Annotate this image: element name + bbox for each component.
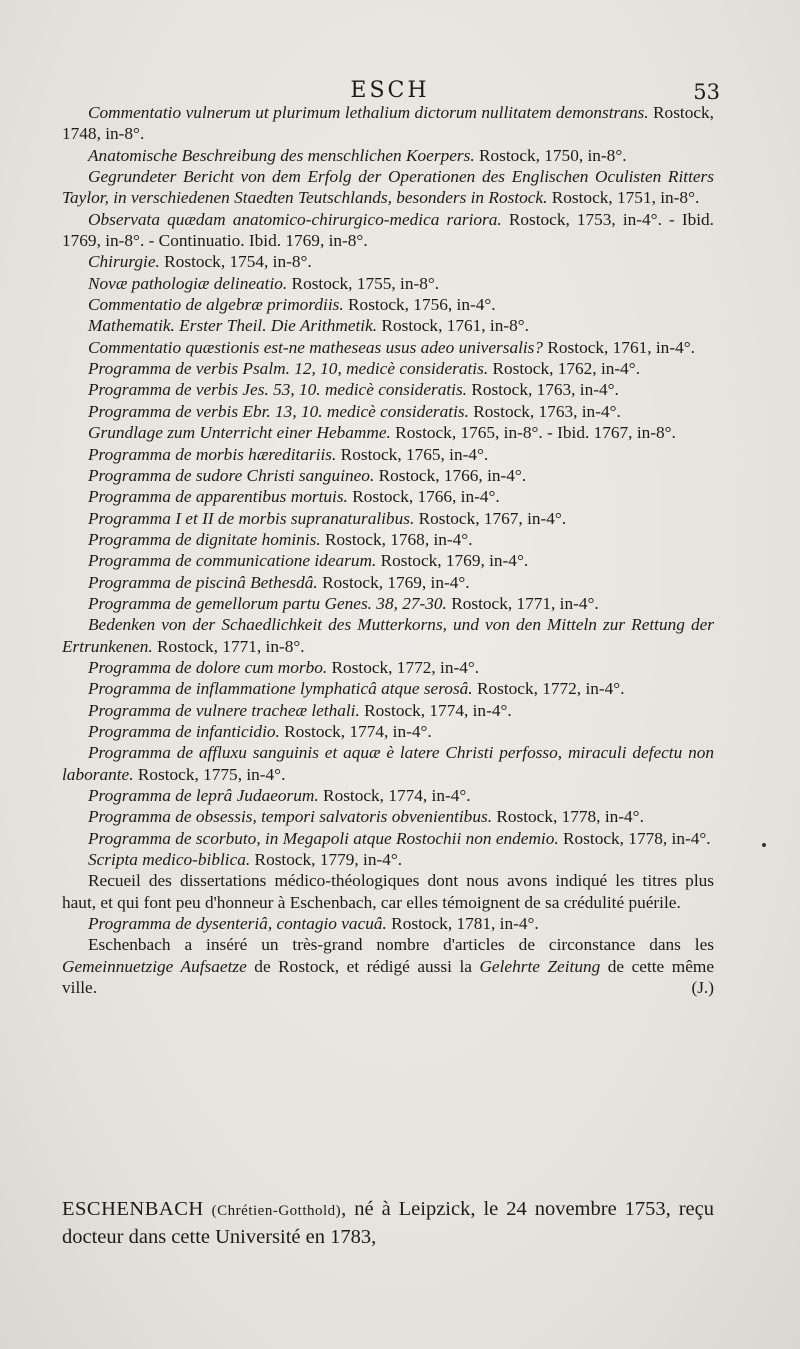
bibliography-entry — [62, 529, 714, 550]
entry-publication: Rostock, 1750, in-8°. — [474, 145, 627, 165]
entry-title: Programma de dignitate hominis. — [88, 529, 321, 549]
bibliography-entry — [62, 294, 714, 315]
periodical-title: Gelehrte Zeitung — [479, 956, 601, 976]
entry-title: Grundlage zum Unterricht einer Hebamme. — [88, 423, 391, 443]
entry-title: Programma de scorbuto, in Megapoli atque Rostochii non endemio. — [88, 828, 559, 848]
biography-given-names: (Chrétien-Gotthold) — [211, 1203, 342, 1219]
entry-publication: Rostock, 1775, in-4°. — [133, 764, 286, 784]
entry-title: Chirurgie. — [88, 252, 160, 272]
periodical-title: Gemeinnuetzige Aufsaetze — [62, 956, 247, 976]
entry-title: Programma de gemellorum partu Genes. 38, 27-30. — [88, 593, 447, 613]
bibliography-entry — [62, 486, 714, 507]
closing-text: Eschenbach a inséré un très-grand nombre d'articles de circonstance dans les — [88, 935, 714, 955]
entry-publication: Rostock, 1774, in-4°. — [359, 700, 512, 720]
entry-publication: Rostock, 1779, in-4°. — [250, 850, 403, 870]
entry-publication: Rostock, 1767, in-4°. — [414, 508, 567, 528]
bibliography-entry — [62, 422, 714, 443]
entry-title: Novæ pathologiæ delineatio. — [88, 273, 288, 293]
bibliography-entry — [62, 614, 714, 657]
entry-publication: Rostock, 1769, in-4°. — [317, 572, 470, 592]
entry-title: Programma de morbis hæreditariis. — [88, 444, 337, 464]
entry-title: Bedenken von der Schaedlichkeit des Mutterkorns, und von den Mitteln zur Rettung der Ertrunkenen. — [62, 615, 714, 656]
entry-publication: Rostock, 1781, in-4°. — [386, 914, 539, 934]
entry-title: Commentatio de algebræ primordiis. — [88, 295, 344, 315]
entry-publication: Recueil des dissertations médico-théologiques dont nous avons indiqué les titres plus haut, et qui font peu d'honneur à Eschenbach, car elles témoignent de sa crédulité puérile. — [62, 871, 714, 912]
bibliography-entry — [62, 572, 714, 593]
entry-publication: Rostock, 1763, in-4°. — [468, 401, 621, 421]
entry-publication: Rostock, 1754, in-8°. — [159, 252, 312, 272]
entry-publication: Rostock, 1756, in-4°. — [343, 295, 496, 315]
bibliography-entry — [62, 102, 714, 145]
entry-publication: Rostock, 1766, in-4°. — [347, 487, 500, 507]
entry-publication: Rostock, 1748, in-8°. — [62, 103, 714, 144]
entry-title: Observata quædam anatomico-chirurgico-medica rariora. — [88, 209, 502, 229]
bibliography-entry — [62, 508, 714, 529]
bibliography-entry — [62, 251, 714, 272]
page-number: 53 — [693, 80, 720, 104]
bibliography-entry — [62, 166, 714, 209]
entry-title: Programma de leprâ Judaeorum. — [88, 786, 319, 805]
bibliography-entry — [62, 444, 714, 465]
entry-title: Scripta medico-biblica. — [88, 850, 251, 870]
entry-title: Programma de obsessis, tempori salvatoris obvenientibus. — [88, 807, 493, 827]
entry-title: Gegrundeter Bericht von dem Erfolg der Operationen des Englischen Oculisten Ritters Taylor, in verschiedenen Staedten Teutschlands, besonders in Rostock. — [62, 167, 714, 208]
entry-publication: Rostock, 1768, in-4°. — [320, 529, 473, 549]
biography-name: ESCHENBACH — [62, 1198, 204, 1220]
closing-text: de Rostock, et rédigé aussi la — [246, 956, 480, 976]
entry-publication: Rostock, 1774, in-4°. — [279, 721, 432, 741]
bibliography-entry — [62, 849, 714, 870]
entry-title: Programma de communicatione idearum. — [88, 551, 377, 571]
entry-publication: Rostock, 1761, in-8°. — [377, 316, 529, 336]
entry-title: Programma de apparentibus mortuis. — [88, 487, 348, 507]
entry-title: Anatomische Beschreibung des menschlichen Koerpers. — [88, 145, 475, 165]
entry-title: Programma de verbis Ebr. 13, 10. medicè consideratis. — [88, 401, 469, 421]
bibliography-entry — [62, 315, 714, 336]
bibliography-entry — [62, 550, 714, 571]
entry-publication: Rostock, 1765, in-4°. — [336, 444, 489, 464]
entry-publication: Rostock, 1755, in-8°. — [287, 273, 440, 293]
entry-publication: Rostock, 1771, in-8°. — [152, 636, 305, 656]
entry-publication: Rostock, 1753, in-4°. - Ibid. 1769, in-8°. - Continuatio. Ibid. 1769, in-8°. — [62, 209, 714, 251]
entry-title: Commentatio quæstionis est-ne matheseas usus adeo universalis? — [88, 337, 544, 357]
entry-title: Programma de affluxu sanguinis et aquæ è latere Christi perfosso, miraculi defectu non laborante. — [62, 743, 714, 784]
bibliography-entry — [62, 401, 714, 422]
bibliography-entry — [62, 870, 714, 913]
entry-title: Programma de sudore Christi sanguineo. — [88, 465, 375, 485]
bibliography-entry — [62, 742, 714, 785]
entry-title: Programma de verbis Psalm. 12, 10, medicè consideratis. — [88, 359, 489, 379]
author-signature: (J.) — [691, 978, 714, 998]
entry-title: Programma de dolore cum morbo. — [88, 657, 328, 677]
entry-publication: Rostock, 1772, in-4°. — [327, 657, 480, 677]
entry-publication: Rostock, 1762, in-4°. — [488, 359, 641, 379]
bibliography-entry — [62, 593, 714, 614]
entry-title: Commentatio vulnerum ut plurimum lethalium dictorum nullitatem demonstrans. — [88, 103, 649, 122]
bibliography-entry — [62, 273, 714, 294]
bibliography-entry — [62, 806, 714, 827]
entry-publication: Rostock, 1772, in-4°. — [472, 679, 625, 699]
entry-publication: Rostock, 1769, in-4°. — [376, 551, 529, 571]
bibliography-entry — [62, 700, 714, 721]
biography-entry — [62, 1196, 714, 1250]
bibliography-entry — [62, 913, 714, 934]
entry-title: Programma I et II de morbis supranaturalibus. — [88, 508, 415, 528]
closing-text: de cette même ville. — [62, 956, 714, 998]
bibliography-entry — [62, 145, 714, 166]
entry-title: Programma de piscinâ Bethesdâ. — [88, 572, 318, 592]
entry-publication: Rostock, 1778, in-4°. — [492, 807, 644, 827]
bibliography-entry — [62, 379, 714, 400]
entry-publication: Rostock, 1761, in-4°. — [543, 337, 695, 357]
bibliography-entry — [62, 657, 714, 678]
bibliography-entry — [62, 358, 714, 379]
running-head: ESCH — [350, 78, 430, 103]
bibliography-entry — [62, 465, 714, 486]
biography-text: , né à Leipzick, le 24 novembre 1753, reçu docteur dans cette Université en 1783, — [62, 1198, 715, 1248]
entry-title: Programma de infanticidio. — [88, 721, 280, 741]
entry-title: Programma de inflammatione lymphaticâ atque serosâ. — [88, 679, 473, 699]
entry-title: Programma de vulnere tracheæ lethali. — [88, 700, 360, 720]
entry-title: Programma de verbis Jes. 53, 10. medicè consideratis. — [88, 380, 467, 400]
entry-publication: Rostock, 1763, in-4°. — [467, 380, 619, 400]
entry-publication: Rostock, 1766, in-4°. — [374, 465, 527, 485]
entry-publication: Rostock, 1774, in-4°. — [318, 786, 471, 805]
bibliography-entry — [62, 785, 714, 806]
ink-speck — [762, 843, 766, 847]
entry-title: Programma de dysenteriâ, contagio vacuâ. — [88, 914, 387, 934]
bibliography-entry — [62, 209, 714, 252]
bibliography-entry — [62, 828, 714, 849]
entry-publication: Rostock, 1751, in-8°. — [547, 188, 700, 208]
entry-publication: Rostock, 1765, in-8°. - Ibid. 1767, in-8°. — [390, 423, 676, 443]
bibliography-list — [62, 102, 714, 998]
entry-publication: Rostock, 1771, in-4°. — [446, 593, 599, 613]
bibliography-entry — [62, 678, 714, 699]
bibliography-entry — [62, 337, 714, 358]
entry-publication: Rostock, 1778, in-4°. — [558, 828, 711, 848]
entry-title: Mathematik. Erster Theil. Die Arithmetik. — [88, 316, 378, 336]
bibliography-entry — [62, 721, 714, 742]
